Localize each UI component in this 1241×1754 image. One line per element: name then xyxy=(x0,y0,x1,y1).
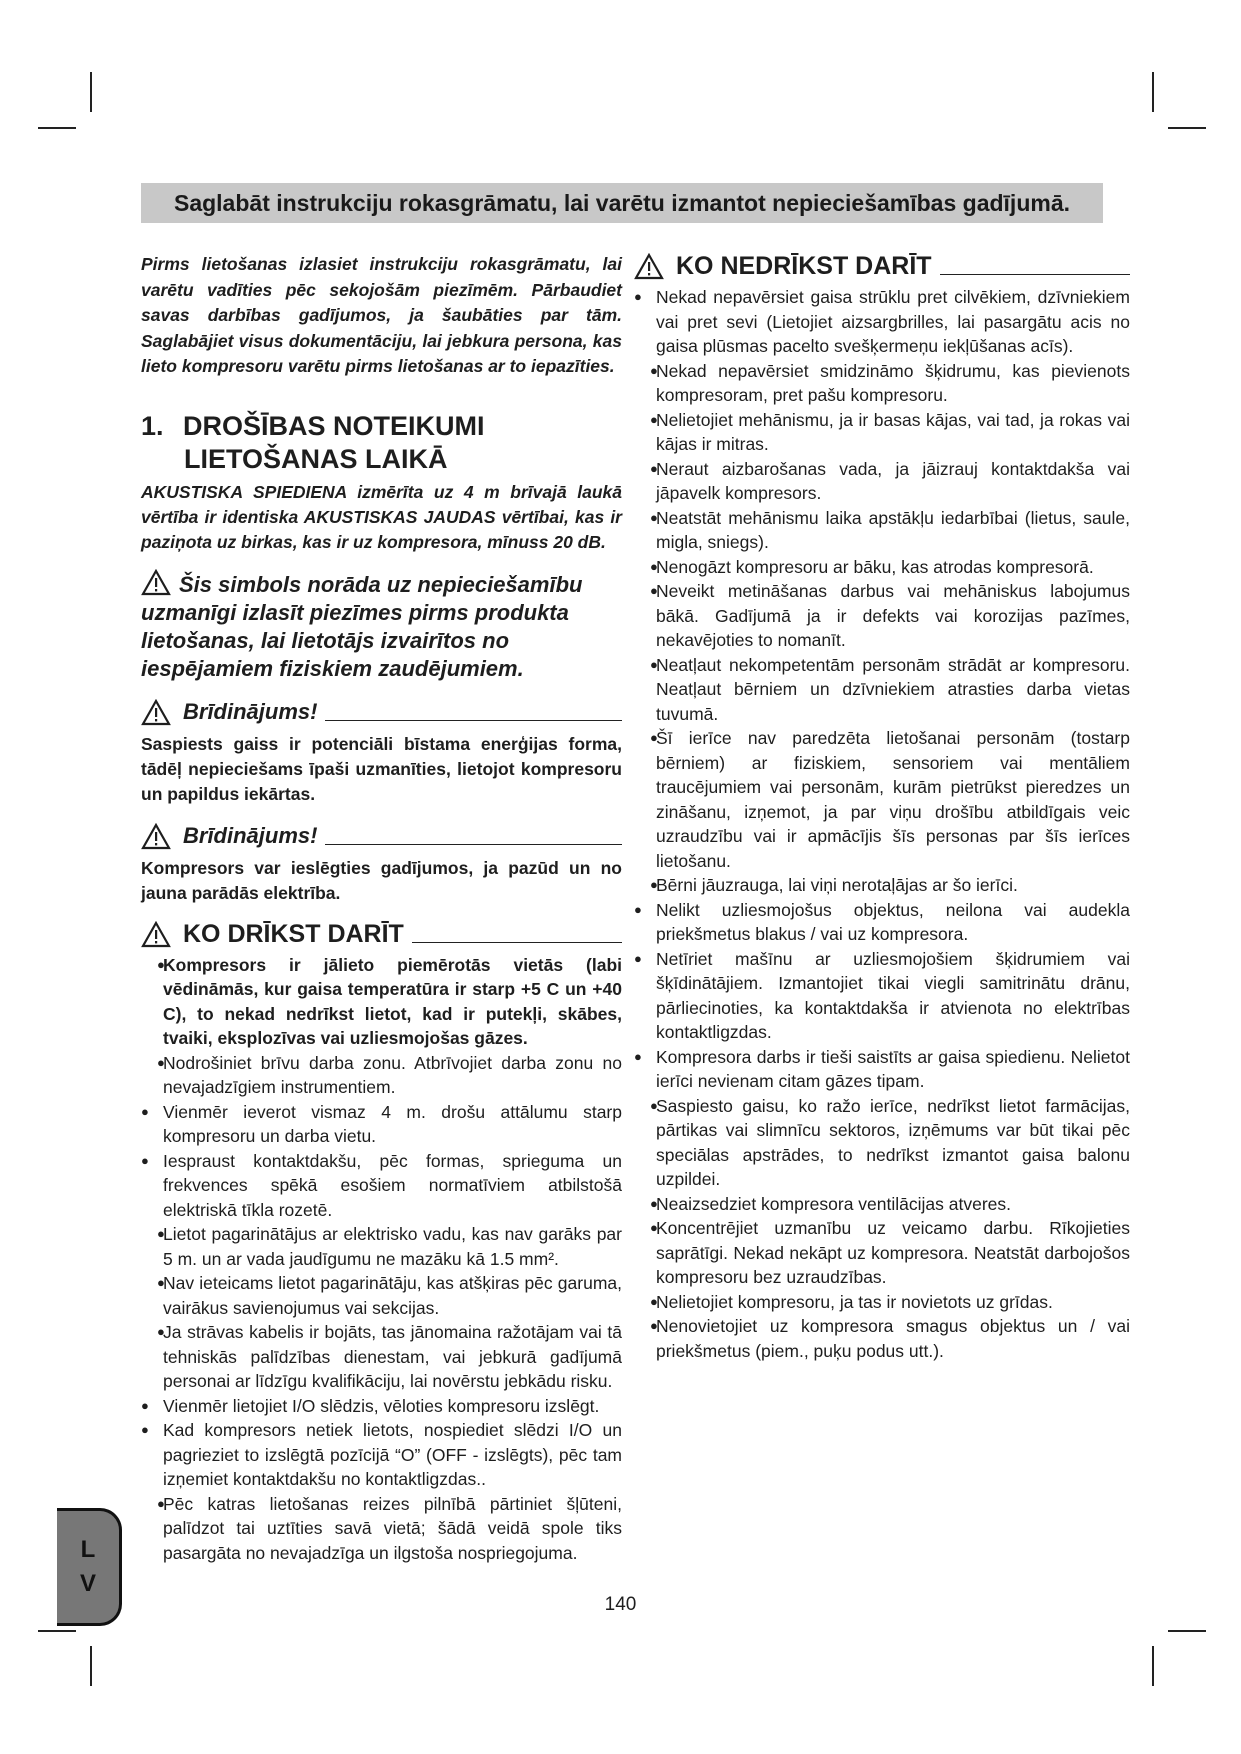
crop-mark xyxy=(1152,72,1154,112)
list-item: ● Nekad nepavērsiet smidzināmo šķidrumu, kas pievienots kompresoram, pret pašu kompresoru. xyxy=(634,359,1130,408)
language-tab-letter: L xyxy=(80,1536,96,1563)
list-item: ● Ja strāvas kabelis ir bojāts, tas jānomaina ražotājam vai tā tehniskās palīdzības dienestam, vai jebkurā gadījumā personai ar līdzīgu kvalifikāciju, lai novērstu jebkādu risku. xyxy=(141,1320,622,1394)
crop-mark xyxy=(1152,1646,1154,1686)
warning-triangle-icon xyxy=(141,823,171,850)
list-item: ● Saspiesto gaisu, ko ražo ierīce, nedrīkst lietot farmācijas, pārtikas vai slimnīcu sektoros, izņēmums var būt tikai pēc speciālas apstrādes, to nedrīkst izmantot gaisa balonu uzpildei. xyxy=(634,1094,1130,1192)
crop-mark xyxy=(38,1630,76,1632)
warning-heading-1 xyxy=(141,699,622,726)
warning-text: Kompresors var ieslēgties gadījumos, ja pazūd un no jauna parādās elektrība. xyxy=(141,857,622,903)
crop-mark xyxy=(1168,1630,1206,1632)
list-item: ● Šī ierīce nav paredzēta lietošanai personām (tostarp bērniem) ar fiziskiem, sensoriem vai mentāliem traucējumiem vai personām, kurām pietrūkst pieredzes un zināšanu, izņemot, ja par viņu drošību atbildīgais veic uzraudzību vai ir apmācījis šīs personas par šīs ierīces lietošanu. xyxy=(634,726,1130,873)
list-item: ● Neaizsedziet kompresora ventilācijas atveres. xyxy=(634,1192,1130,1217)
heading-rule xyxy=(412,926,622,943)
list-item: ● Nekad nepavērsiet gaisa strūklu pret cilvēkiem, dzīvniekiem vai pret sevi (Lietojiet aizsargbrilles, lai pasargātu acis no gaisa plūsmas pacelto svešķermeņu iekļūšanas acīs). xyxy=(634,285,1130,359)
list-item: ● Nenovietojiet uz kompresora smagus objektus un / vai priekšmetus (piem., puķu podus utt.). xyxy=(634,1314,1130,1363)
left-column xyxy=(141,252,622,1565)
dont-list xyxy=(634,285,1130,1363)
section-title-line2: LIETOŠANAS LAIKĀ xyxy=(184,443,448,474)
list-item: ● Vienmēr ieverot vismaz 4 m. drošu attālumu starp kompresoru un darba vietu. xyxy=(141,1100,622,1149)
right-column xyxy=(634,252,1130,1363)
warning-heading-2 xyxy=(141,823,622,850)
list-item: ● Neraut aizbarošanas vada, ja jāizrauj kontaktdakša vai jāpavelk kompresors. xyxy=(634,457,1130,506)
do-section-heading xyxy=(141,920,622,949)
list-item: ● Kompresora darbs ir tieši saistīts ar gaisa spiedienu. Nelietot ierīci nevienam citam gāzes tipam. xyxy=(634,1045,1130,1094)
dont-section-title: KO NEDRĪKST DARĪT xyxy=(676,252,932,280)
warning-title: Brīdinājums! xyxy=(183,823,318,848)
list-item: ● Netīriet mašīnu ar uzliesmojošiem šķidrumiem vai šķīdinātājiem. Izmantojiet tikai viegli samitrinātu drānu, pārliecinoties, ka kontaktdakša ir atvienota no elektrības kontaktligzdas. xyxy=(634,947,1130,1045)
list-item: ● Nelietojiet kompresoru, ja tas ir novietots uz grīdas. xyxy=(634,1290,1130,1315)
acoustic-note: AKUSTISKA SPIEDIENA izmērīta uz 4 m brīvajā laukā vērtība ir identiska AKUSTISKAS JAUDAS vērtībai, kas ir paziņota uz birkas, kas ir uz kompresora, mīnuss 20 dB. xyxy=(141,481,622,552)
heading-rule xyxy=(325,704,622,721)
dont-section-heading xyxy=(634,252,1130,281)
language-tab-letter: V xyxy=(79,1570,96,1597)
list-item: ● Nelietojiet mehānismu, ja ir basas kājas, vai tad, ja rokas vai kājas ir mitras. xyxy=(634,408,1130,457)
page-number: 140 xyxy=(604,1594,637,1615)
do-list xyxy=(141,953,622,1566)
warning-triangle-icon xyxy=(141,921,171,948)
list-item: ● Pēc katras lietošanas reizes pilnībā pārtiniet šļūteni, palīdzot tai uztīties savā vietā; šādā veidā spole tiks pasargāta no nevajadzīga un ilgstoša nospriegojuma. xyxy=(141,1492,622,1566)
crop-mark xyxy=(38,127,76,129)
warning-triangle-icon xyxy=(141,569,171,596)
section-title-line1: DROŠĪBAS NOTEIKUMI xyxy=(183,410,485,441)
list-item: ● Bērni jāuzrauga, lai viņi nerotaļājas ar šo ierīci. xyxy=(634,873,1130,898)
warning-triangle-icon xyxy=(141,699,171,726)
crop-mark xyxy=(90,72,92,112)
symbol-note-block xyxy=(141,569,622,683)
language-tab xyxy=(57,1508,122,1626)
list-item: ● Kad kompresors netiek lietots, nospiediet slēdzi I/O un pagrieziet to izslēgtā pozīcijā “O” (OFF - izslēgts), pēc tam izņemiet kontaktdakšu no kontaktligzdas.. xyxy=(141,1418,622,1492)
list-item: ● Nodrošiniet brīvu darba zonu. Atbrīvojiet darba zonu no nevajadzīgiem instrumentiem. xyxy=(141,1051,622,1100)
list-item: ● Iespraust kontaktdakšu, pēc formas, sprieguma un frekvences spēkā esošiem normatīviem atbilstošā elektriskā tīkla rozetē. xyxy=(141,1149,622,1223)
list-item: ● Nenogāzt kompresoru ar bāku, kas atrodas kompresorā. xyxy=(634,555,1130,580)
symbol-note xyxy=(141,569,622,683)
section-title xyxy=(141,410,622,476)
list-item: ● Neatstāt mehānismu laika apstākļu iedarbībai (lietus, saule, migla, sniegs). xyxy=(634,506,1130,555)
symbol-note-text: Šis simbols norāda uz nepieciešamību uzmanīgi izlasīt piezīmes pirms produkta lietošanas, lai lietotājs izvairītos no iespējamiem fiziskiem zaudējumiem. xyxy=(141,571,583,681)
warning-title: Brīdinājums! xyxy=(183,699,318,724)
heading-rule xyxy=(940,258,1130,275)
list-item: ● Nav ieteicams lietot pagarinātāju, kas atšķiras pēc garuma, vairākus savienojumus vai sekcijas. xyxy=(141,1271,622,1320)
warning-triangle-icon xyxy=(634,253,664,280)
section-number: 1. xyxy=(141,410,164,441)
list-item: ● Koncentrējiet uzmanību uz veicamo darbu. Rīkojieties saprātīgi. Nekad nekāpt uz kompresora. Neatstāt darbojošos kompresoru bez uzraudzības. xyxy=(634,1216,1130,1290)
list-item: ● Kompresors ir jālieto piemērotās vietās (labi vēdināmās, kur gaisa temperatūra ir starp +5 C un +40 C), to nekad nedrīkst lietot, kad ir putekļi, skābes, tvaiki, eksplozīvas vai uzliesmojošas gāzes. xyxy=(141,953,622,1051)
list-item: ● Vienmēr lietojiet I/O slēdzis, vēloties kompresoru izslēgt. xyxy=(141,1394,622,1419)
header-banner: Saglabāt instrukciju rokasgrāmatu, lai varētu izmantot nepieciešamības gadījumā. xyxy=(141,183,1103,223)
heading-rule xyxy=(325,828,622,845)
intro-text: Pirms lietošanas izlasiet instrukciju rokasgrāmatu, lai varētu vadīties pēc sekojošām piezīmēm. Pārbaudiet savas darbības gadījumos, ja šaubāties par tām. Saglabājiet visus dokumentāciju, lai jebkura persona, kas lieto kompresoru varētu pirms lietošanas ar to iepazīties. xyxy=(141,254,622,376)
list-item: ● Lietot pagarinātājus ar elektrisko vadu, kas nav garāks par 5 m. un ar vada jaudīgumu ne mazāku kā 1.5 mm². xyxy=(141,1222,622,1271)
crop-mark xyxy=(1168,127,1206,129)
list-item: ● Neatļaut nekompetentām personām strādāt ar kompresoru. Neatļaut bērniem un dzīvniekiem atrasties darba vietas tuvumā. xyxy=(634,653,1130,727)
warning-text: Saspiests gaiss ir potenciāli bīstama enerģijas forma, tādēļ nepieciešams īpaši uzmanīties, lietojot kompresoru un papildus iekārtas. xyxy=(141,733,622,804)
list-item: ● Neveikt metināšanas darbus vai mehāniskus labojumus bākā. Gadījumā ja ir defekts vai korozijas pazīmes, nekavējoties to nomanīt. xyxy=(634,579,1130,653)
do-section-title: KO DRĪKST DARĪT xyxy=(183,919,404,948)
crop-mark xyxy=(90,1646,92,1686)
list-item: ● Nelikt uzliesmojošus objektus, neilona vai audekla priekšmetus blakus / vai uz kompresora. xyxy=(634,898,1130,947)
